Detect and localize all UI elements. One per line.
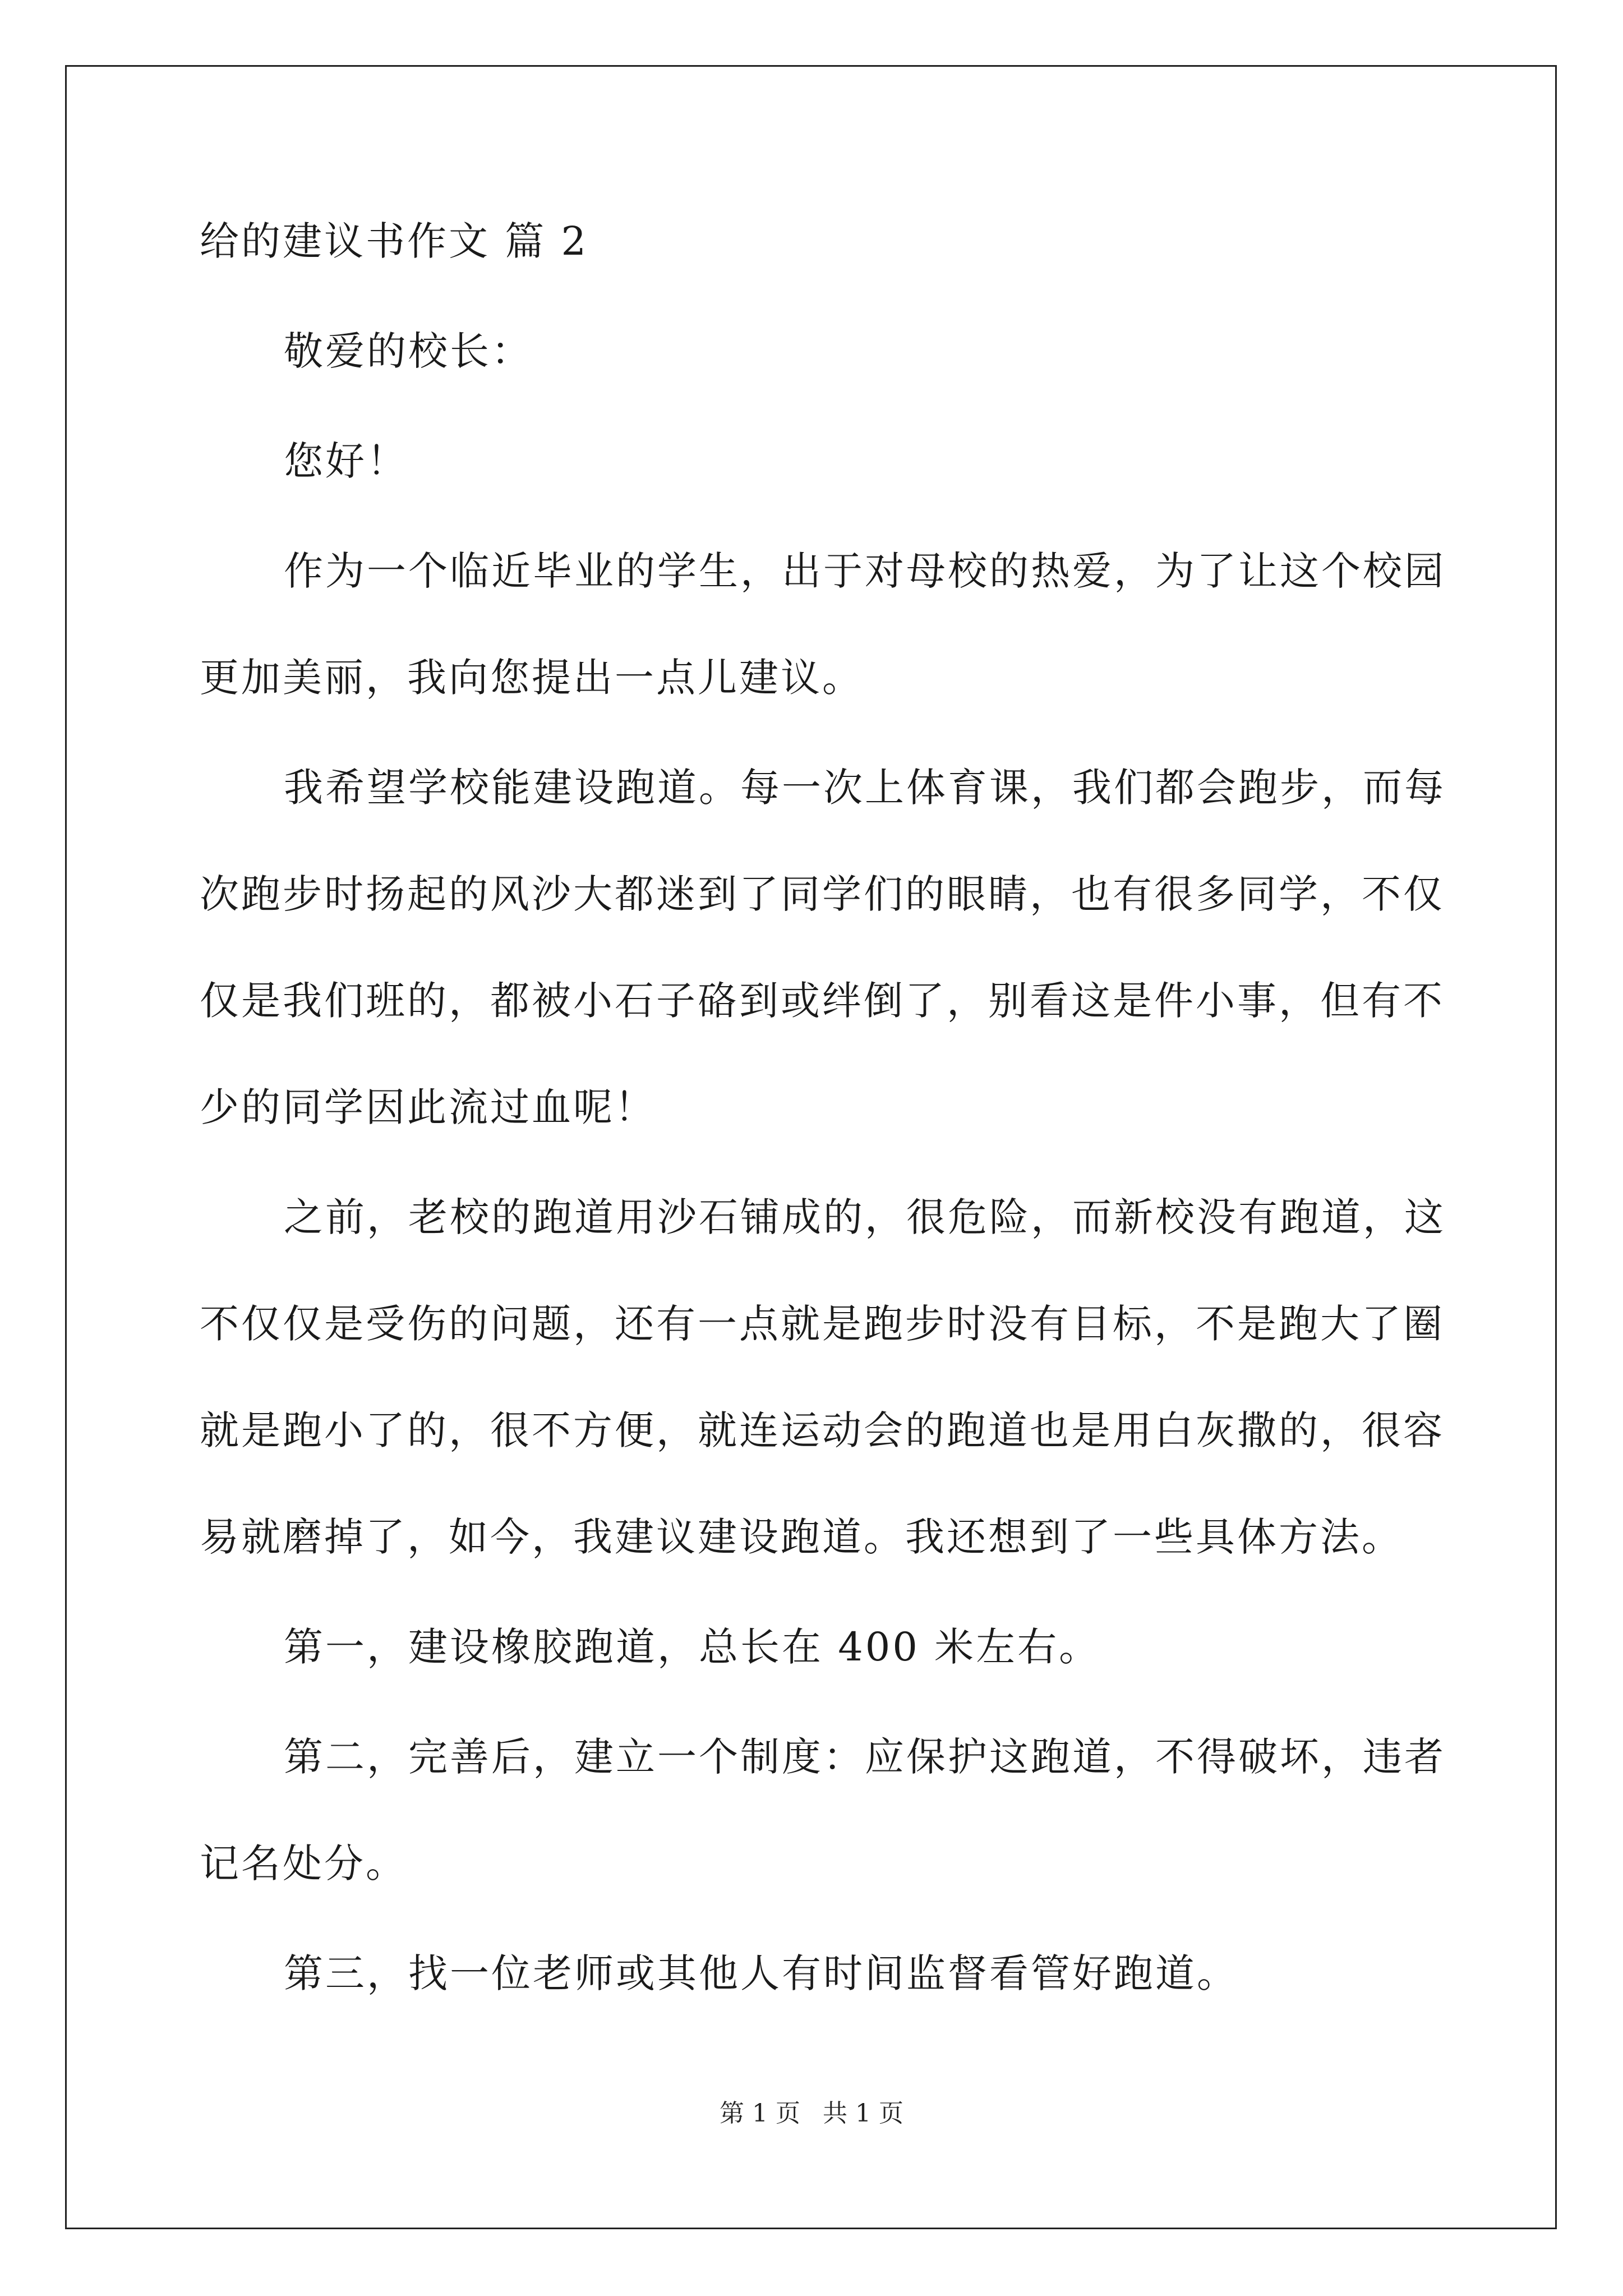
paragraph-line: 第二，完善后，建立一个制度：应保护这跑道，不得破坏，违者: [284, 1734, 1446, 1780]
current-page-number: 第 1 页: [720, 2099, 800, 2128]
paragraph-line: 就是跑小了的，很不方便，就连运动会的跑道也是用白灰撒的，很容: [200, 1407, 1445, 1453]
paragraph-line: 次跑步时扬起的风沙大都迷到了同学们的眼睛，也有很多同学，不仅: [200, 871, 1445, 917]
paragraph-line: 我希望学校能建设跑道。每一次上体育课，我们都会跑步，而每: [284, 765, 1446, 811]
total-page-count: 共 1 页: [823, 2099, 903, 2128]
paragraph-line: 第一，建设橡胶跑道，总长在 400 米左右。: [284, 1624, 1101, 1670]
paragraph-line: 少的同学因此流过血呢！: [200, 1084, 656, 1130]
paragraph-line: 易就磨掉了，如今，我建议建设跑道。我还想到了一些具体方法。: [200, 1514, 1403, 1560]
method-first-paragraph: [200, 1619, 1433, 1675]
document-title: 给的建议书作文 篇 2: [200, 218, 589, 264]
salutation-paragraph: [200, 323, 1433, 379]
paragraph-line: 作为一个临近毕业的学生，出于对母校的热爱，为了让这个校园: [284, 548, 1446, 594]
paragraph-line: 不仅仅是受伤的问题，还有一点就是跑步时没有目标，不是跑大了圈: [200, 1301, 1445, 1347]
intro-paragraph: [200, 543, 1446, 706]
paragraph-line: 仅是我们班的，都被小石子硌到或绊倒了，别看这是件小事，但有不: [200, 978, 1445, 1024]
paragraph-line: 更加美丽，我向您提出一点儿建议。: [200, 655, 864, 701]
paragraph-line: 记名处分。: [200, 1841, 407, 1887]
background-paragraph: [200, 1189, 1446, 1565]
greeting-paragraph: [200, 433, 1433, 489]
paragraph-line: 之前，老校的跑道用沙石铺成的，很危险，而新校没有跑道，这: [284, 1194, 1446, 1240]
paragraph-line: 敬爱的校长：: [284, 328, 533, 374]
paragraph-line: 您好！: [284, 438, 408, 484]
method-third-paragraph: [200, 1945, 1433, 2001]
proposal-paragraph: [200, 760, 1446, 1135]
method-second-paragraph: [200, 1729, 1446, 1892]
paragraph-line: 第三，找一位老师或其他人有时间监督看管好跑道。: [284, 1950, 1238, 1996]
page-footer: [0, 2097, 1623, 2131]
document-body: [200, 213, 1446, 2055]
